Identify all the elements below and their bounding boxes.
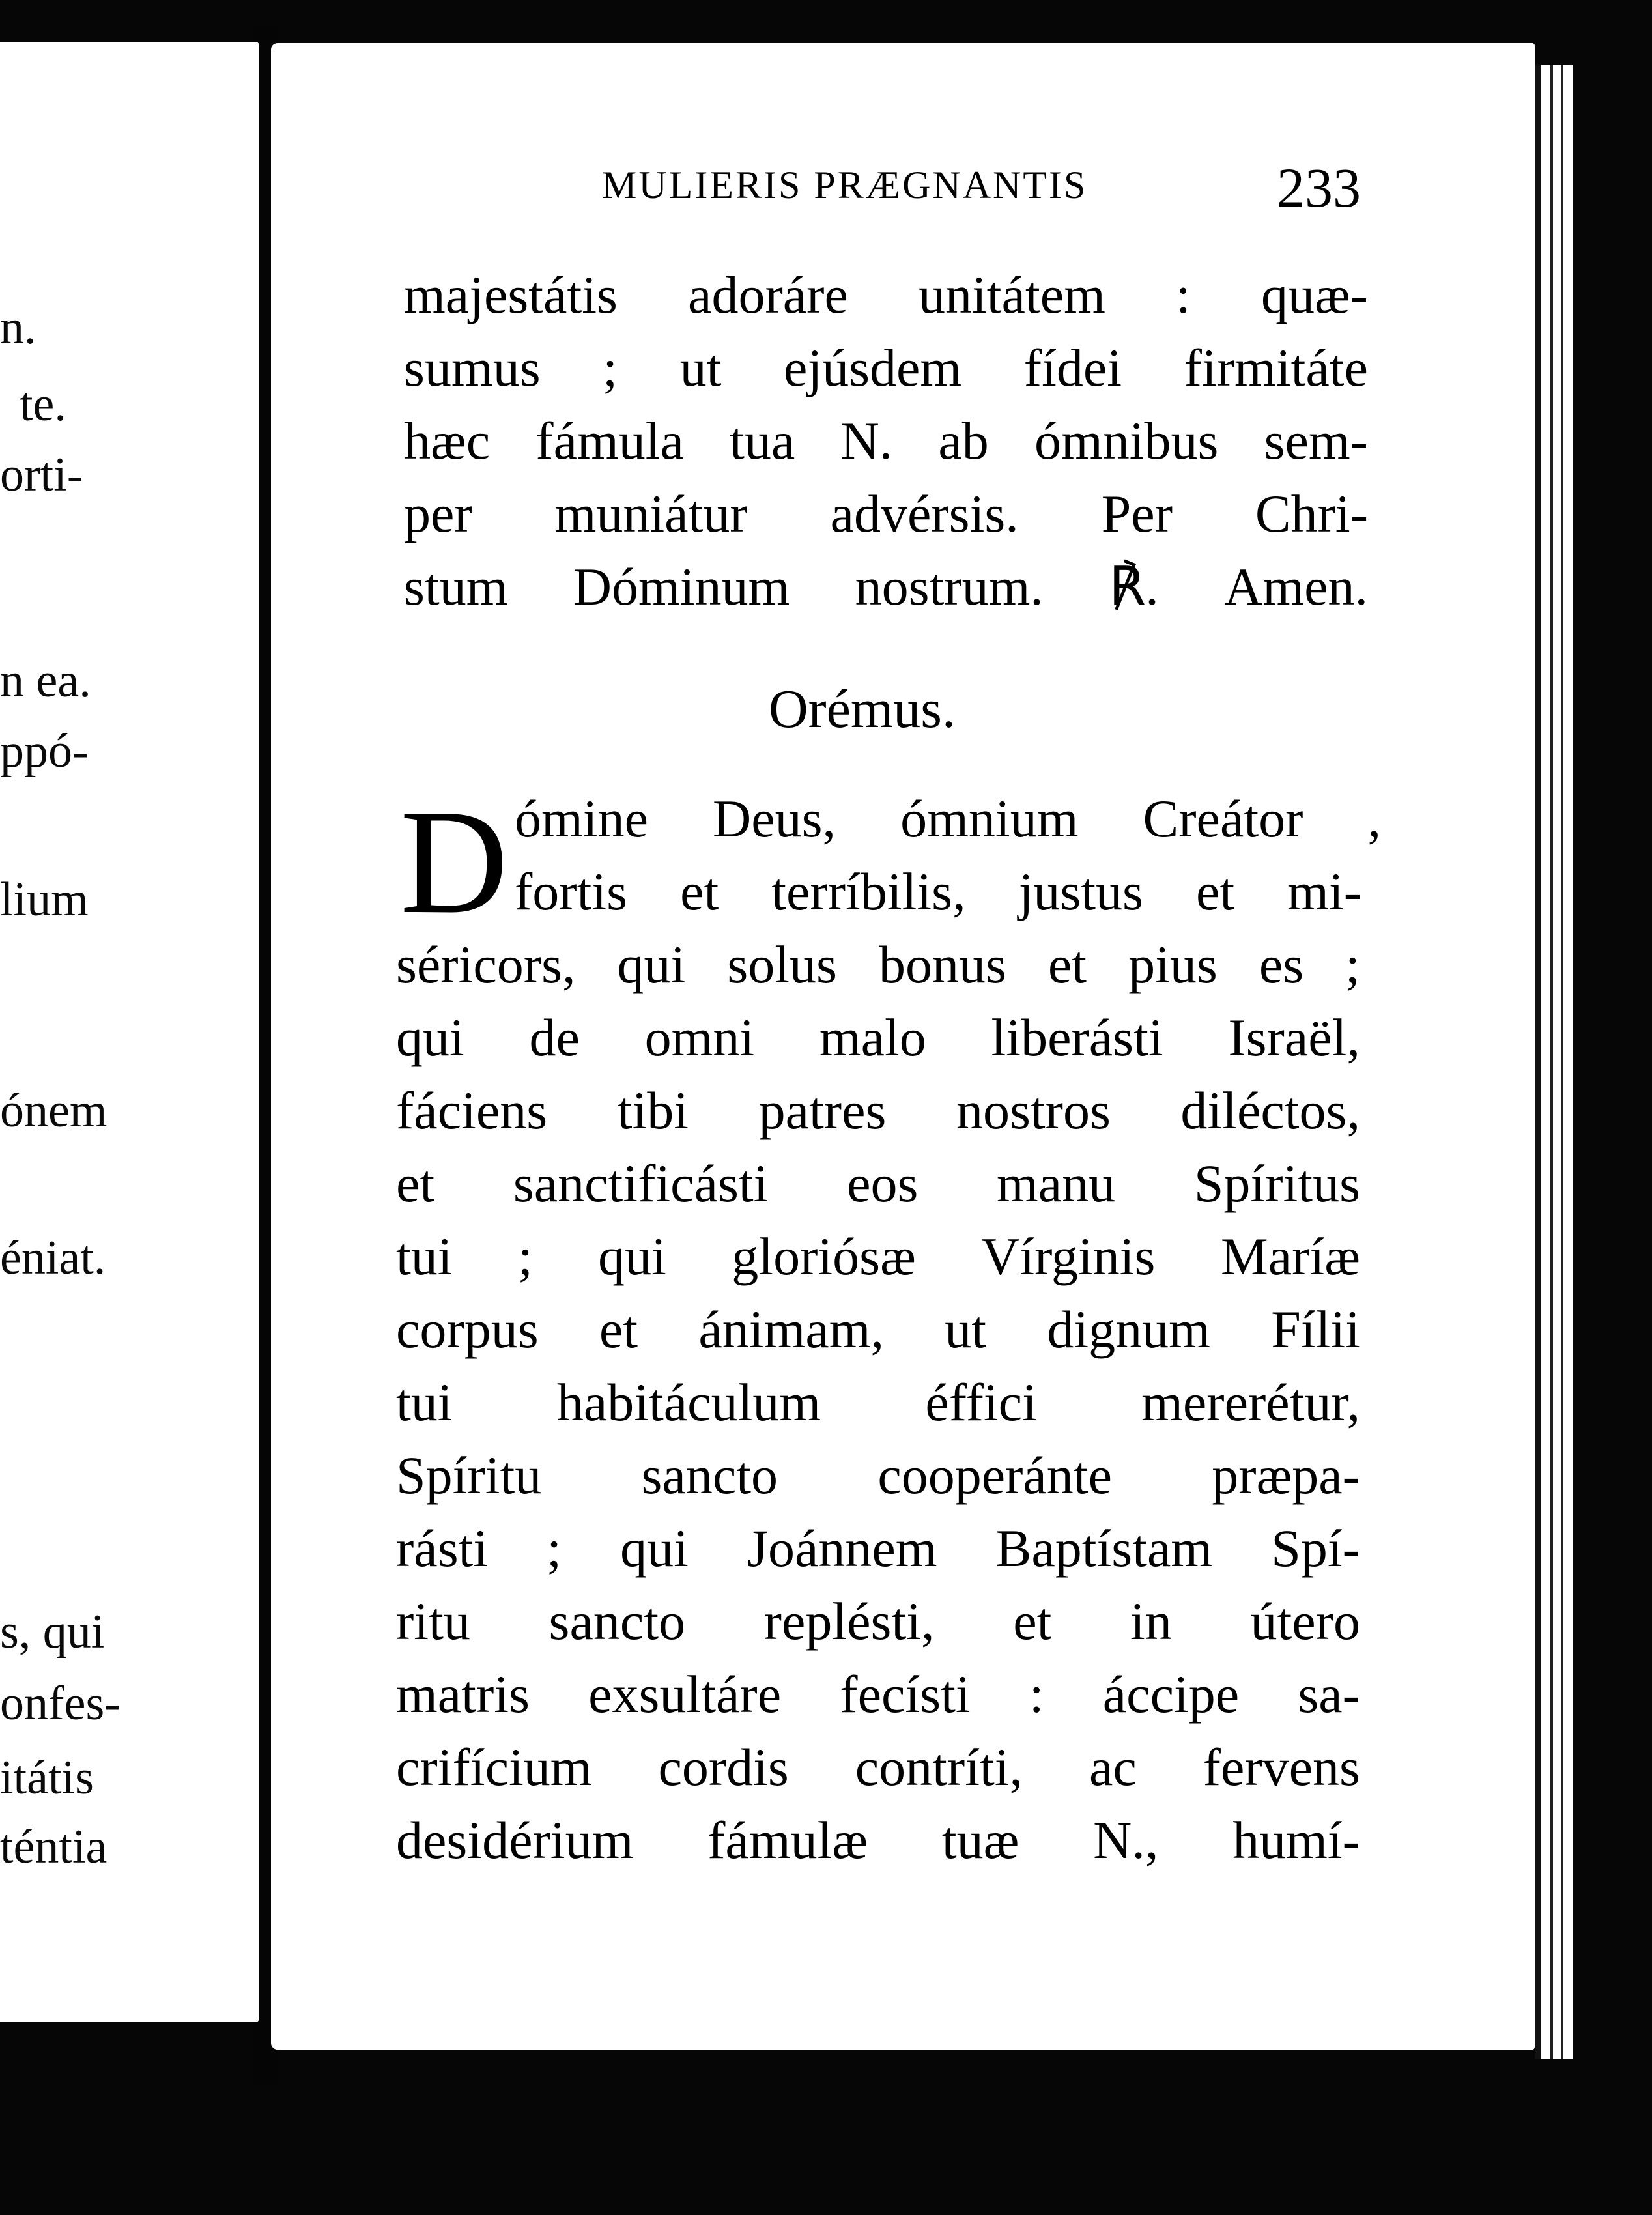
text-line: Spíritu sancto cooperánte præpa- [396, 1446, 1360, 1505]
text-line: sumus ; ut ejúsdem fídei firmitáte [404, 338, 1368, 397]
left-fragment: ppó- [0, 724, 89, 778]
text-line: fáciens tibi patres nostros diléctos, [396, 1081, 1360, 1140]
text-line: fortis et terríbilis, justus et mi- [515, 862, 1361, 921]
left-fragment: téntia [0, 1820, 107, 1874]
text-line: stum Dóminum nostrum. ℟. Amen. [404, 557, 1368, 616]
left-fragment: te. [20, 378, 66, 431]
left-fragment: onfes- [0, 1677, 121, 1730]
text-line: séricors, qui solus bonus et pius es ; [396, 935, 1360, 994]
text-line: ritu sancto replésti, et in útero [396, 1592, 1360, 1651]
text-line: desidérium fámulæ tuæ N., humí- [396, 1810, 1360, 1870]
page-edge [1535, 65, 1573, 2059]
page-number: 233 [1277, 156, 1361, 219]
left-fragment: s, qui [0, 1605, 105, 1659]
text-line: et sanctificásti eos manu Spíritus [396, 1154, 1360, 1213]
left-fragment: orti- [0, 448, 83, 502]
text-line: rásti ; qui Joánnem Baptístam Spí- [396, 1519, 1360, 1578]
text-line: hæc fámula tua N. ab ómnibus sem- [404, 411, 1368, 470]
text-line: corpus et ánimam, ut dignum Fílii [396, 1300, 1360, 1359]
running-head: MULIERIS PRÆGNANTIS [602, 164, 1088, 207]
left-fragment: n. [0, 301, 36, 354]
left-fragment: n ea. [0, 654, 91, 707]
text-line: per muniátur advérsis. Per Chri- [404, 484, 1368, 543]
text-line: crifícium cordis contríti, ac fervens [396, 1737, 1360, 1797]
left-fragment: ónem [0, 1084, 107, 1137]
section-heading: Orémus. [769, 679, 956, 739]
left-page [0, 42, 259, 2022]
text-line: tui habitáculum éffici mererétur, [396, 1373, 1360, 1432]
left-fragment: éniat. [0, 1231, 106, 1285]
text-line: ómine Deus, ómnium Creátor , [515, 789, 1381, 848]
text-line: qui de omni malo liberásti Israël, [396, 1008, 1360, 1067]
left-fragment: lium [0, 873, 89, 926]
left-fragment: itátis [0, 1751, 94, 1805]
text-line: matris exsultáre fecísti : áccipe sa- [396, 1665, 1360, 1724]
text-line: tui ; qui gloriósæ Vírginis Maríæ [396, 1227, 1360, 1286]
text-line: majestátis adoráre unitátem : quæ- [404, 265, 1368, 324]
drop-cap: D [400, 779, 509, 945]
